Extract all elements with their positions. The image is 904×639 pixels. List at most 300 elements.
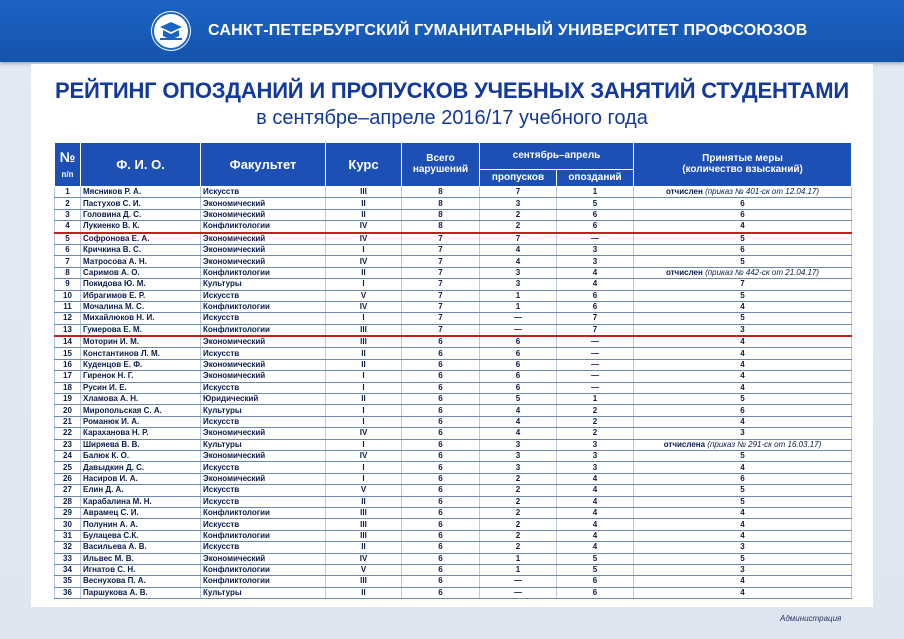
- measure-value: 5: [740, 256, 745, 266]
- absences: 6: [480, 336, 557, 348]
- total-violations: 7: [402, 290, 480, 301]
- student-name: Мясников Р. А.: [81, 187, 201, 198]
- total-violations: 6: [402, 485, 480, 496]
- rating-table-body: [55, 187, 852, 599]
- row-number: 24: [55, 450, 81, 461]
- lates: 4: [557, 473, 634, 484]
- lates: 7: [557, 324, 634, 336]
- row-number: 29: [55, 507, 81, 518]
- faculty: Искусств: [201, 462, 326, 473]
- measure-value: 3: [740, 428, 745, 438]
- row-number: 28: [55, 496, 81, 507]
- student-name: Гумерова Е. М.: [81, 324, 201, 336]
- course: III: [326, 530, 402, 541]
- student-name: Пастухов С. И.: [81, 198, 201, 209]
- faculty: Экономический: [201, 473, 326, 484]
- faculty: Искусств: [201, 313, 326, 324]
- row-number: 4: [55, 221, 81, 233]
- row-number: 14: [55, 336, 81, 348]
- total-violations: 6: [402, 462, 480, 473]
- absences: 5: [480, 394, 557, 405]
- row-number: 1: [55, 187, 81, 198]
- table-row: [55, 473, 852, 484]
- row-number: 13: [55, 324, 81, 336]
- table-row: [55, 324, 852, 336]
- lates: 4: [557, 496, 634, 507]
- student-name: Веснухова П. А.: [81, 576, 201, 587]
- lates: 6: [557, 290, 634, 301]
- course: IV: [326, 428, 402, 439]
- row-number: 22: [55, 428, 81, 439]
- student-name: Покидова Ю. М.: [81, 279, 201, 290]
- document-panel: [31, 64, 873, 607]
- row-number: 21: [55, 416, 81, 427]
- measure-value: 4: [740, 337, 745, 347]
- measures-line1: Принятые меры: [702, 153, 783, 164]
- course: I: [326, 416, 402, 427]
- table-row: [55, 416, 852, 427]
- faculty: Конфликтологии: [201, 267, 326, 278]
- student-name: Игнатов С. Н.: [81, 564, 201, 575]
- absences: 2: [480, 542, 557, 553]
- number-sub: п/п: [61, 169, 74, 179]
- student-name: Куденцов Е. Ф.: [81, 359, 201, 370]
- table-row: [55, 530, 852, 541]
- measures: [634, 405, 852, 416]
- lates: —: [557, 348, 634, 359]
- course: V: [326, 290, 402, 301]
- row-number: 12: [55, 313, 81, 324]
- course: I: [326, 279, 402, 290]
- faculty: Экономический: [201, 359, 326, 370]
- measure-value: 4: [740, 371, 745, 381]
- absences: 6: [480, 382, 557, 393]
- faculty: Культуры: [201, 279, 326, 290]
- table-row: [55, 542, 852, 553]
- table-row: [55, 279, 852, 290]
- absences: 7: [480, 187, 557, 198]
- absences: 2: [480, 485, 557, 496]
- absences: 1: [480, 564, 557, 575]
- measure-value: 4: [740, 417, 745, 426]
- table-row: [55, 394, 852, 405]
- measures: [634, 507, 852, 518]
- faculty: Искусств: [201, 416, 326, 427]
- total-violations: 6: [402, 439, 480, 450]
- measures: [634, 359, 852, 370]
- measure-value: 5: [740, 290, 745, 300]
- absences: 2: [480, 530, 557, 541]
- total-violations: 6: [402, 507, 480, 518]
- student-name: Елин Д. А.: [81, 485, 201, 496]
- header-banner: [0, 0, 904, 62]
- measure-value: 6: [740, 198, 745, 208]
- row-number: 35: [55, 576, 81, 587]
- table-row: [55, 371, 852, 382]
- absences: —: [480, 576, 557, 587]
- measures: [634, 553, 852, 564]
- total-violations: 6: [402, 336, 480, 348]
- absences: 2: [480, 496, 557, 507]
- measure-value: 4: [740, 221, 745, 231]
- measures: [634, 244, 852, 255]
- measures: [634, 428, 852, 439]
- table-row: [55, 301, 852, 312]
- lates: 3: [557, 439, 634, 450]
- total-violations: 7: [402, 324, 480, 336]
- student-name: Матросова А. Н.: [81, 256, 201, 267]
- lates: 4: [557, 507, 634, 518]
- faculty: Экономический: [201, 336, 326, 348]
- column-header-name: Ф. И. О.: [81, 143, 201, 187]
- total-violations: 6: [402, 519, 480, 530]
- course: IV: [326, 221, 402, 233]
- student-name: Насиров И. А.: [81, 473, 201, 484]
- course: II: [326, 209, 402, 220]
- absences: —: [480, 324, 557, 336]
- measure-value: 4: [740, 382, 745, 392]
- lates: —: [557, 336, 634, 348]
- student-name: Мочалина М. С.: [81, 301, 201, 312]
- measures: [634, 348, 852, 359]
- total-violations: 6: [402, 564, 480, 575]
- lates: 5: [557, 553, 634, 564]
- table-row: [55, 244, 852, 255]
- absences: 4: [480, 428, 557, 439]
- table-row: [55, 564, 852, 575]
- column-header-faculty: Факультет: [201, 143, 326, 187]
- course: II: [326, 496, 402, 507]
- course: I: [326, 439, 402, 450]
- measure-value: 7: [740, 279, 745, 289]
- lates: 4: [557, 485, 634, 496]
- faculty: Экономический: [201, 256, 326, 267]
- row-number: 17: [55, 371, 81, 382]
- row-number: 11: [55, 301, 81, 312]
- row-number: 6: [55, 244, 81, 255]
- faculty: Экономический: [201, 244, 326, 255]
- measure-value: 6: [740, 245, 745, 255]
- lates: 4: [557, 542, 634, 553]
- column-header-lates: опозданий: [557, 170, 634, 187]
- measure-value: 5: [740, 313, 745, 323]
- total-violations: 6: [402, 371, 480, 382]
- absences: 4: [480, 416, 557, 427]
- row-number: 10: [55, 290, 81, 301]
- course: IV: [326, 553, 402, 564]
- table-row: [55, 359, 852, 370]
- total-violations: 6: [402, 542, 480, 553]
- absences: 3: [480, 439, 557, 450]
- measures: [634, 564, 852, 575]
- measure-value: 4: [740, 508, 745, 518]
- faculty: Юридический: [201, 394, 326, 405]
- course: III: [326, 324, 402, 336]
- measure-note: (приказ № 442-ск от 21.04.17): [705, 267, 820, 277]
- measures: [634, 301, 852, 312]
- total-violations: 6: [402, 496, 480, 507]
- faculty: Конфликтологии: [201, 221, 326, 233]
- measure-value: отчислен: [665, 267, 703, 277]
- table-row: [55, 382, 852, 393]
- student-name: Константинов Л. М.: [81, 348, 201, 359]
- table-row: [55, 439, 852, 450]
- faculty: Искусств: [201, 290, 326, 301]
- faculty: Конфликтологии: [201, 301, 326, 312]
- student-name: Софронова Е. А.: [81, 233, 201, 245]
- student-name: Ибрагимов Е. Р.: [81, 290, 201, 301]
- faculty: Искусств: [201, 348, 326, 359]
- total-violations: 7: [402, 233, 480, 245]
- absences: 2: [480, 473, 557, 484]
- measure-value: 5: [740, 233, 745, 243]
- course: II: [326, 359, 402, 370]
- student-name: Лукиенко В. К.: [81, 221, 201, 233]
- table-row: [55, 313, 852, 324]
- student-name: Паршукова А. В.: [81, 587, 201, 598]
- total-violations: 6: [402, 530, 480, 541]
- student-name: Кричкина В. С.: [81, 244, 201, 255]
- absences: —: [480, 313, 557, 324]
- table-row: [55, 450, 852, 461]
- table-row: [55, 290, 852, 301]
- student-name: Васильева А. В.: [81, 542, 201, 553]
- measure-value: отчислена: [663, 439, 706, 449]
- measures: [634, 530, 852, 541]
- faculty: Искусств: [201, 496, 326, 507]
- table-row: [55, 496, 852, 507]
- total-violations: 8: [402, 198, 480, 209]
- course: I: [326, 462, 402, 473]
- measure-value: 6: [740, 405, 745, 415]
- faculty: Искусств: [201, 382, 326, 393]
- total-violations: 6: [402, 553, 480, 564]
- total-violations: 8: [402, 221, 480, 233]
- absences: 1: [480, 301, 557, 312]
- row-number: 9: [55, 279, 81, 290]
- total-violations: 6: [402, 473, 480, 484]
- measure-value: 6: [740, 209, 745, 219]
- total-violations: 6: [402, 416, 480, 427]
- measures: [634, 439, 852, 450]
- table-row: [55, 428, 852, 439]
- lates: 3: [557, 462, 634, 473]
- total-violations: 6: [402, 394, 480, 405]
- measure-value: 5: [740, 394, 745, 404]
- measures: [634, 496, 852, 507]
- course: IV: [326, 233, 402, 245]
- lates: —: [557, 359, 634, 370]
- measure-value: 4: [740, 576, 745, 586]
- university-name: САНКТ-ПЕТЕРБУРГСКИЙ ГУМАНИТАРНЫЙ УНИВЕРСИТЕТ ПРОФСОЮЗОВ: [208, 22, 808, 39]
- lates: 6: [557, 301, 634, 312]
- absences: 4: [480, 244, 557, 255]
- absences: 1: [480, 553, 557, 564]
- lates: 4: [557, 279, 634, 290]
- faculty: Экономический: [201, 553, 326, 564]
- lates: 1: [557, 394, 634, 405]
- total-violations: 6: [402, 405, 480, 416]
- measure-value: 4: [740, 519, 745, 529]
- row-number: 20: [55, 405, 81, 416]
- course: II: [326, 542, 402, 553]
- page-subtitle: в сентябре–апреле 2016/17 учебного года: [256, 107, 648, 129]
- measures: [634, 542, 852, 553]
- total-violations: 7: [402, 279, 480, 290]
- measures: [634, 485, 852, 496]
- total-violations: 6: [402, 348, 480, 359]
- course: II: [326, 348, 402, 359]
- lates: 4: [557, 530, 634, 541]
- faculty: Экономический: [201, 233, 326, 245]
- table-row: [55, 233, 852, 245]
- table-row: [55, 405, 852, 416]
- row-number: 5: [55, 233, 81, 245]
- row-number: 15: [55, 348, 81, 359]
- university-logo-icon: [151, 11, 191, 51]
- course: II: [326, 587, 402, 598]
- total-violations: 6: [402, 382, 480, 393]
- faculty: Экономический: [201, 428, 326, 439]
- course: III: [326, 519, 402, 530]
- student-name: Балюк К. О.: [81, 450, 201, 461]
- faculty: Искусств: [201, 485, 326, 496]
- faculty: Конфликтологии: [201, 564, 326, 575]
- student-name: Аврамец С. И.: [81, 507, 201, 518]
- column-header-measures: [634, 143, 852, 187]
- measure-value: 6: [740, 473, 745, 483]
- student-name: Полунин А. А.: [81, 519, 201, 530]
- row-number: 23: [55, 439, 81, 450]
- total-line1: Всего: [426, 153, 455, 164]
- row-number: 7: [55, 256, 81, 267]
- table-row: [55, 576, 852, 587]
- total-violations: 7: [402, 256, 480, 267]
- row-number: 16: [55, 359, 81, 370]
- course: II: [326, 198, 402, 209]
- measures: [634, 279, 852, 290]
- total-violations: 7: [402, 244, 480, 255]
- measures: [634, 394, 852, 405]
- course: V: [326, 564, 402, 575]
- student-name: Булацева С.К.: [81, 530, 201, 541]
- lates: 2: [557, 405, 634, 416]
- measure-value: 5: [740, 496, 745, 506]
- student-name: Гиренок Н. Г.: [81, 371, 201, 382]
- faculty: Культуры: [201, 439, 326, 450]
- absences: 6: [480, 359, 557, 370]
- measures: [634, 382, 852, 393]
- faculty: Конфликтологии: [201, 324, 326, 336]
- student-name: Русин И. Е.: [81, 382, 201, 393]
- course: II: [326, 394, 402, 405]
- course: IV: [326, 450, 402, 461]
- student-name: Хламова А. Н.: [81, 394, 201, 405]
- table-row: [55, 519, 852, 530]
- measures: [634, 233, 852, 245]
- student-name: Моторин И. М.: [81, 336, 201, 348]
- measures: [634, 587, 852, 598]
- measures: [634, 209, 852, 220]
- lates: —: [557, 371, 634, 382]
- course: III: [326, 336, 402, 348]
- table-row: [55, 507, 852, 518]
- table-row: [55, 198, 852, 209]
- absences: 2: [480, 209, 557, 220]
- lates: 2: [557, 428, 634, 439]
- course: III: [326, 187, 402, 198]
- measures: [634, 256, 852, 267]
- faculty: Искусств: [201, 187, 326, 198]
- student-name: Ширяева В. В.: [81, 439, 201, 450]
- row-number: 26: [55, 473, 81, 484]
- faculty: Конфликтологии: [201, 507, 326, 518]
- faculty: Культуры: [201, 405, 326, 416]
- absences: 4: [480, 405, 557, 416]
- measures: [634, 198, 852, 209]
- absences: —: [480, 587, 557, 598]
- lates: 6: [557, 587, 634, 598]
- table-row: [55, 221, 852, 233]
- measures: [634, 473, 852, 484]
- absences: 7: [480, 233, 557, 245]
- measure-value: 4: [740, 530, 745, 540]
- total-violations: 7: [402, 301, 480, 312]
- row-number: 18: [55, 382, 81, 393]
- total-violations: 6: [402, 587, 480, 598]
- lates: 2: [557, 416, 634, 427]
- course: I: [326, 382, 402, 393]
- course: III: [326, 507, 402, 518]
- measures: [634, 187, 852, 198]
- column-header-absences: пропусков: [480, 170, 557, 187]
- row-number: 27: [55, 485, 81, 496]
- table-row: [55, 348, 852, 359]
- absences: 3: [480, 462, 557, 473]
- signature: Администрация: [780, 614, 842, 623]
- student-name: Михайлюков Н. И.: [81, 313, 201, 324]
- row-number: 30: [55, 519, 81, 530]
- student-name: Ильвес М. В.: [81, 553, 201, 564]
- course: V: [326, 485, 402, 496]
- table-row: [55, 485, 852, 496]
- lates: 6: [557, 576, 634, 587]
- absences: 2: [480, 519, 557, 530]
- measure-value: 5: [740, 553, 745, 563]
- total-violations: 6: [402, 576, 480, 587]
- course: I: [326, 371, 402, 382]
- measures: [634, 450, 852, 461]
- page-title: РЕЙТИНГ ОПОЗДАНИЙ И ПРОПУСКОВ УЧЕБНЫХ ЗАНЯТИЙ СТУДЕНТАМИ: [55, 78, 849, 103]
- absences: 3: [480, 198, 557, 209]
- student-name: Саримов А. О.: [81, 267, 201, 278]
- measure-value: отчислен: [665, 187, 703, 197]
- total-violations: 6: [402, 450, 480, 461]
- column-header-course: Курс: [326, 143, 402, 187]
- absences: 3: [480, 450, 557, 461]
- measure-note: (приказ № 291-ск от 16.03.17): [707, 439, 822, 449]
- faculty: Конфликтологии: [201, 530, 326, 541]
- measures: [634, 313, 852, 324]
- total-violations: 8: [402, 187, 480, 198]
- faculty: Экономический: [201, 371, 326, 382]
- row-number: 32: [55, 542, 81, 553]
- row-number: 3: [55, 209, 81, 220]
- measure-value: 3: [740, 324, 745, 334]
- measure-value: 4: [740, 348, 745, 358]
- lates: 5: [557, 198, 634, 209]
- lates: 1: [557, 187, 634, 198]
